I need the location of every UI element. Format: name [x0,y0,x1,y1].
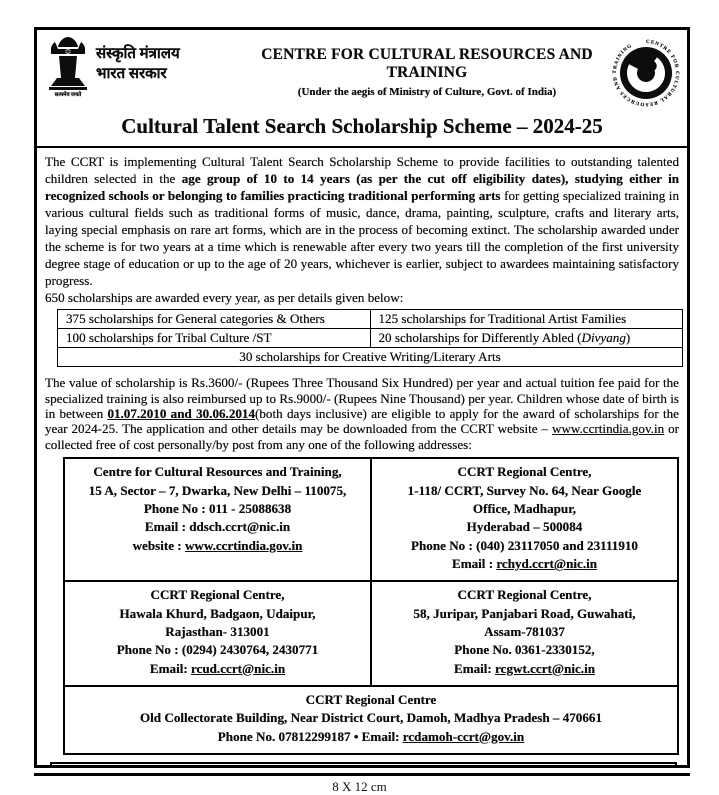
table-row [64,686,678,754]
table-row [64,581,678,686]
address-guwahati: CCRT Regional Centre, 58, Juripar, Panjabari Road, Guwahati, Assam-781037 Phone No. 0361-2330152, Email: rcgwt.ccrt@nic.in [371,581,678,686]
india-emblem-icon [45,36,91,98]
address-table [63,457,679,755]
table-row [58,310,683,329]
page-title: Cultural Talent Search Scholarship Scheme – 2024-25 [121,114,603,138]
header-divider [37,146,687,148]
address-udaipur: CCRT Regional Centre, Hawala Khurd, Badgaon, Udaipur, Rajasthan- 313001 Phone No : (0294) 2430764, 2430771 Email: rcud.ccrt@nic.in [64,581,371,686]
org-name: CENTRE FOR CULTURAL RESOURCES AND TRAINING [261,46,593,81]
scholarship-cell-tribal: 100 scholarships for Tribal Culture /ST [58,329,371,348]
scholarship-table [57,309,683,367]
address-damoh: CCRT Regional Centre Old Collectorate Building, Near District Court, Damoh, Madhya Pradesh – 470661 Phone No. 07812299187 • Email: rcdamoh-ccrt@gov.in [64,686,678,754]
address-hq-delhi: Centre for Cultural Resources and Training, 15 A, Sector – 7, Dwarka, New Delhi – 110075, Phone No : 011 - 25088638 Email : ddsch.ccrt@nic.in website : www.ccrtindia.gov.in [64,458,371,581]
notice-border-box [34,27,690,768]
table-row [58,329,683,348]
scholarship-cell-general: 375 scholarships for General categories & Others [58,310,371,329]
address-hyderabad: CCRT Regional Centre, 1-118/ CCRT, Survey No. 64, Near Google Office, Madhapur, Hyderabad – 500084 Phone No : (040) 23117050 and 23111910 Email : rchyd.ccrt@nic.in [371,458,678,581]
scholarship-cell-traditional: 125 scholarships for Traditional Artist Families [370,310,683,329]
ministry-hindi-line1: संस्कृति मंत्रालय [96,46,180,62]
scholarship-cell-creative: 30 scholarships for Creative Writing/Literary Arts [58,348,683,367]
value-paragraph: The value of scholarship is Rs.3600/- (Rupees Three Thousand Six Hundred) per year and actual tuition fee paid for the specialized training is also reimbursed up to Rs.9000/- (Rupees Nine Thousand) per year. Children whose date of birth is in between 01.07.2010 and 30.06.2014(both days inclusive) are eligible to apply for the award of scholarships for the year 2024-25. The application and other details may be downloaded from the CCRT website – www.ccrtindia.gov.in or collected free of cost personally/by post from any one of the following addresses: [45,375,679,452]
header [37,30,687,110]
ccrt-logo-icon [609,36,683,110]
ministry-name-hindi [96,36,180,84]
org-header [245,36,609,98]
emblem-caption: सत्यमेव जयते [54,92,82,98]
award-count-line: 650 scholarships are awarded every year, as per details given below: [45,290,404,306]
bottom-double-line [34,773,690,776]
size-caption: 8 X 12 cm [332,779,387,794]
scholarship-cell-divyang: 20 scholarships for Differently Abled (Divyang) [370,329,683,348]
table-row [64,458,678,581]
org-subtitle: (Under the aegis of Ministry of Culture, Govt. of India) [297,86,557,98]
table-row [58,348,683,367]
deadline-notice [50,762,677,768]
logo-ring-text: CENTRE FOR CULTURAL RESOURCES AND TRAINING [612,39,680,107]
ministry-hindi-line2: भारत सरकार [96,65,167,82]
ministry-block [45,36,245,98]
intro-paragraph: The CCRT is implementing Cultural Talent Search Scholarship Scheme to provide facilities to outstanding talented children selected in the age group of 10 to 14 years (as per the cut off eligibility dates), studying either in recognized schools or belonging to families practicing traditional performing arts for getting specialized training in various cultural fields such as traditional forms of music, dance, drama, painting, sculpture, crafts and literary arts, laying special emphasis on rare art forms, which are in the process of becoming extinct. The scholarship awarded under the scheme is for two years at a time which is renewable after every two years till the completion of the first university degree stage of education or up to the age of 20 years, whichever is earlier, subject to awardees maintaining satisfactory progress. [45,154,679,289]
